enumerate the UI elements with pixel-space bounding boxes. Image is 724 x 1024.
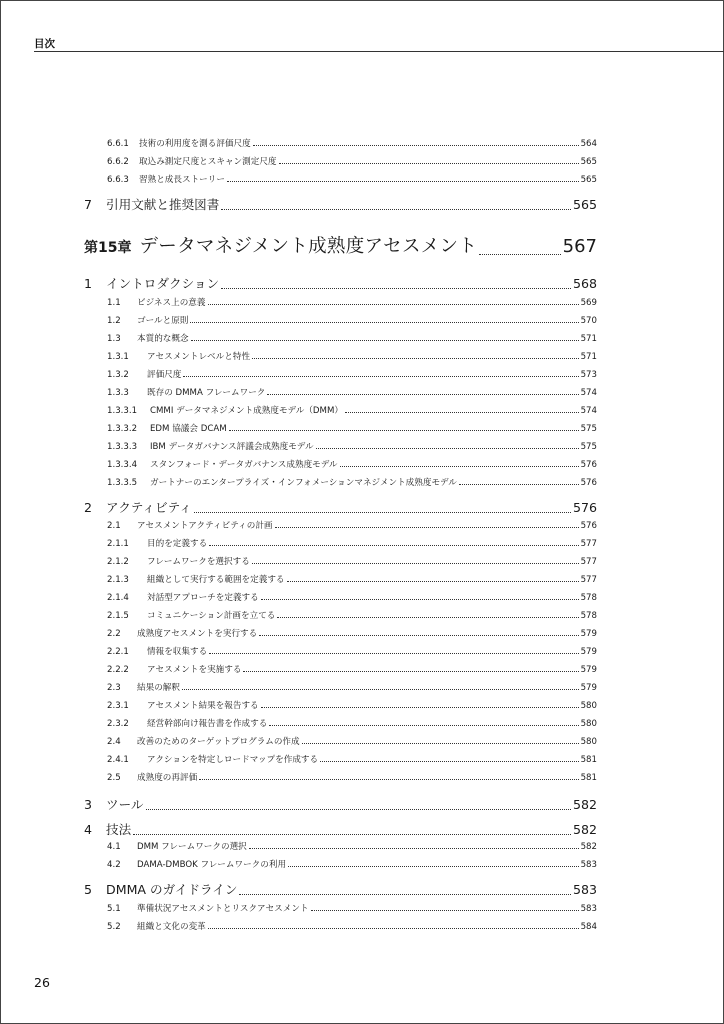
entry-page: 575: [580, 424, 597, 434]
dot-leader: [208, 928, 579, 929]
entry-number: 5.2: [107, 922, 121, 932]
entry-page: 574: [580, 388, 597, 398]
dot-leader: [190, 322, 578, 323]
section-title: ツール: [106, 797, 144, 812]
entry-title: 目的を定義する: [147, 539, 208, 549]
entry-number: 6.6.3: [107, 175, 129, 185]
dot-leader: [227, 181, 579, 182]
toc-entry[interactable]: [107, 645, 597, 657]
dot-leader: [459, 484, 579, 485]
entry-number: 2.3: [107, 683, 121, 693]
entry-title: アセスメントアクティビティの計画: [137, 521, 273, 531]
entry-number: 1.3.3.3: [107, 442, 138, 452]
dot-leader: [269, 725, 578, 726]
entry-number: 6.6.1: [107, 139, 129, 149]
entry-title: 対話型アプローチを定義する: [147, 593, 259, 603]
toc-entry[interactable]: [107, 314, 597, 326]
entry-page: 578: [580, 611, 597, 621]
section-title: 引用文献と推奨図書: [106, 197, 220, 212]
toc-entry[interactable]: [107, 627, 597, 639]
entry-number: 1.3.3.2: [107, 424, 138, 434]
entry-page: 580: [580, 737, 597, 747]
entry-number: 2.2.1: [107, 647, 129, 657]
section-number: 5: [84, 882, 93, 897]
entry-title: ガートナーのエンタープライズ・インフォメーションマネジメント成熟度モデル: [150, 478, 457, 488]
dot-leader: [340, 466, 579, 467]
dot-leader: [261, 599, 579, 600]
dot-leader: [191, 340, 579, 341]
entry-number: 1.3.3.1: [107, 406, 138, 416]
entry-number: 2.3.2: [107, 719, 129, 729]
dot-leader: [311, 910, 579, 911]
entry-number: 2.1: [107, 521, 121, 531]
entry-number: 4.1: [107, 842, 121, 852]
entry-title: 習熟と成長ストーリー: [139, 175, 225, 185]
entry-page: 583: [580, 860, 597, 870]
entry-title: 改善のためのターゲットプログラムの作成: [137, 737, 300, 747]
toc-entry[interactable]: [107, 663, 597, 675]
entry-page: 576: [580, 521, 597, 531]
toc-entry[interactable]: [107, 771, 597, 783]
toc-entry[interactable]: [107, 173, 597, 185]
entry-title: アクションを特定しロードマップを作成する: [147, 755, 319, 765]
entry-page: 576: [580, 478, 597, 488]
entry-title: DAMA-DMBOK フレームワークの利用: [137, 860, 287, 870]
entry-number: 2.2.2: [107, 665, 129, 675]
entry-page: 580: [580, 719, 597, 729]
entry-number: 2.1.2: [107, 557, 129, 567]
toc-entry[interactable]: [107, 476, 597, 488]
entry-title: 組織として実行する範囲を定義する: [147, 575, 285, 585]
entry-title: CMMI データマネジメント成熟度モデル（DMM）: [150, 406, 343, 416]
entry-page: 564: [580, 139, 597, 149]
toc-entry[interactable]: [107, 840, 597, 852]
section-number: 4: [84, 822, 93, 837]
chapter-label: 第15章: [84, 240, 132, 256]
toc-entry[interactable]: [107, 902, 597, 914]
entry-number: 1.3.3.5: [107, 478, 138, 488]
entry-number: 2.1.1: [107, 539, 129, 549]
entry-page: 583: [580, 904, 597, 914]
entry-page: 584: [580, 922, 597, 932]
dot-leader: [182, 689, 579, 690]
toc-entry[interactable]: [107, 555, 597, 567]
entry-number: 6.6.2: [107, 157, 129, 167]
dot-leader: [287, 581, 579, 582]
entry-title: 成熟度の再評価: [137, 773, 198, 783]
entry-page: 565: [580, 175, 597, 185]
entry-number: 1.2: [107, 316, 121, 326]
entry-page: 571: [580, 334, 597, 344]
dot-leader: [279, 163, 579, 164]
dot-leader: [253, 145, 579, 146]
toc-entry[interactable]: [107, 519, 597, 531]
dot-leader: [259, 635, 578, 636]
dot-leader: [229, 430, 579, 431]
dot-leader: [252, 358, 579, 359]
dot-leader: [252, 563, 579, 564]
chapter-page: 567: [562, 236, 597, 257]
entry-title: アセスメントを実施する: [147, 665, 242, 675]
entry-title: アセスメント結果を報告する: [147, 701, 259, 711]
entry-number: 2.1.5: [107, 611, 129, 621]
dot-leader: [208, 304, 579, 305]
toc-entry[interactable]: [107, 753, 597, 765]
entry-number: 2.4: [107, 737, 121, 747]
section-page: 568: [572, 276, 597, 291]
entry-number: 1.3.3.4: [107, 460, 138, 470]
section-page: 582: [572, 797, 597, 812]
entry-title: 経営幹部向け報告書を作成する: [147, 719, 268, 729]
entry-number: 2.1.4: [107, 593, 129, 603]
entry-title: フレームワークを選択する: [147, 557, 250, 567]
dot-leader: [261, 707, 579, 708]
entry-page: 581: [580, 755, 597, 765]
toc-section[interactable]: [84, 879, 597, 898]
entry-number: 1.3.3: [107, 388, 129, 398]
entry-page: 565: [580, 157, 597, 167]
dot-leader: [194, 512, 571, 513]
entry-title: 取込み測定尺度とスキャン測定尺度: [139, 157, 277, 167]
section-page: 582: [572, 822, 597, 837]
dot-leader: [133, 834, 571, 835]
entry-title: 本質的な概念: [137, 334, 189, 344]
toc-entry[interactable]: [107, 699, 597, 711]
entry-page: 582: [580, 842, 597, 852]
section-page: 583: [572, 882, 597, 897]
entry-page: 577: [580, 539, 597, 549]
entry-title: DMM フレームワークの選択: [137, 842, 247, 852]
dot-leader: [479, 254, 560, 255]
entry-number: 1.3.1: [107, 352, 129, 362]
entry-title: 評価尺度: [147, 370, 182, 380]
running-header-title: 目次: [34, 38, 55, 50]
entry-page: 579: [580, 683, 597, 693]
entry-page: 570: [580, 316, 597, 326]
entry-title: 準備状況アセスメントとリスクアセスメント: [137, 904, 309, 914]
dot-leader: [302, 743, 579, 744]
dot-leader: [249, 848, 579, 849]
entry-page: 576: [580, 460, 597, 470]
section-page: 576: [572, 500, 597, 515]
entry-title: 既存の DMMA フレームワーク: [147, 388, 266, 398]
toc-entry[interactable]: [107, 920, 597, 932]
entry-number: 2.1.3: [107, 575, 129, 585]
entry-title: EDM 協議会 DCAM: [150, 424, 227, 434]
entry-number: 4.2: [107, 860, 121, 870]
dot-leader: [275, 527, 579, 528]
entry-page: 575: [580, 442, 597, 452]
entry-title: スタンフォード・データガバナンス成熟度モデル: [150, 460, 338, 470]
entry-number: 2.2: [107, 629, 121, 639]
entry-page: 580: [580, 701, 597, 711]
entry-title: 情報を収集する: [147, 647, 208, 657]
toc-entry[interactable]: [107, 717, 597, 729]
entry-page: 581: [580, 773, 597, 783]
section-number: 2: [84, 500, 93, 515]
dot-leader: [221, 209, 571, 210]
toc-entry[interactable]: [107, 155, 597, 167]
toc-section[interactable]: [84, 794, 597, 813]
section-number: 1: [84, 276, 93, 291]
entry-title: IBM データガバナンス評議会成熟度モデル: [150, 442, 314, 452]
entry-page: 579: [580, 629, 597, 639]
toc-entry[interactable]: [107, 458, 597, 470]
entry-number: 1.1: [107, 298, 121, 308]
entry-number: 5.1: [107, 904, 121, 914]
entry-number: 2.3.1: [107, 701, 129, 711]
dot-leader: [146, 809, 571, 810]
entry-page: 579: [580, 665, 597, 675]
toc-entry[interactable]: [107, 296, 597, 308]
dot-leader: [345, 412, 579, 413]
toc-entry[interactable]: [107, 609, 597, 621]
dot-leader: [288, 866, 579, 867]
dot-leader: [320, 761, 578, 762]
dot-leader: [183, 376, 578, 377]
section-title: DMMA のガイドライン: [106, 882, 238, 897]
entry-title: ゴールと原則: [137, 316, 189, 326]
section-number: 7: [84, 197, 93, 212]
entry-title: 組織と文化の変革: [137, 922, 206, 932]
toc-entry[interactable]: [107, 404, 597, 416]
toc-entry[interactable]: [107, 681, 597, 693]
toc-entry[interactable]: [107, 422, 597, 434]
dot-leader: [209, 545, 578, 546]
dot-leader: [209, 653, 578, 654]
toc-entry[interactable]: [107, 573, 597, 585]
toc-section[interactable]: [84, 273, 597, 292]
toc-entry[interactable]: [107, 440, 597, 452]
entry-number: 2.4.1: [107, 755, 129, 765]
toc-section[interactable]: [84, 819, 597, 838]
entry-page: 574: [580, 406, 597, 416]
toc-entry[interactable]: [107, 332, 597, 344]
dot-leader: [243, 671, 578, 672]
toc-section[interactable]: [84, 497, 597, 516]
entry-page: 578: [580, 593, 597, 603]
toc-entry[interactable]: [107, 537, 597, 549]
toc-section[interactable]: [84, 194, 597, 213]
dot-leader: [221, 288, 571, 289]
entry-title: ビジネス上の意義: [137, 298, 206, 308]
entry-page: 571: [580, 352, 597, 362]
toc-entry[interactable]: [107, 386, 597, 398]
toc-entry[interactable]: [107, 735, 597, 747]
entry-title: コミュニケーション計画を立てる: [147, 611, 276, 621]
page-number: 26: [34, 975, 50, 990]
toc-entry[interactable]: [107, 591, 597, 603]
entry-page: 577: [580, 557, 597, 567]
entry-page: 573: [580, 370, 597, 380]
dot-leader: [239, 894, 571, 895]
chapter-heading[interactable]: [84, 232, 597, 258]
entry-page: 579: [580, 647, 597, 657]
dot-leader: [267, 394, 578, 395]
entry-title: 結果の解釈: [137, 683, 180, 693]
entry-number: 1.3: [107, 334, 121, 344]
section-page: 565: [572, 197, 597, 212]
section-title: イントロダクション: [106, 276, 220, 291]
dot-leader: [199, 779, 578, 780]
section-title: 技法: [106, 822, 132, 837]
chapter-title: データマネジメント成熟度アセスメント: [139, 236, 478, 257]
entry-number: 2.5: [107, 773, 121, 783]
entry-page: 569: [580, 298, 597, 308]
section-number: 3: [84, 797, 93, 812]
entry-title: 成熟度アセスメントを実行する: [137, 629, 258, 639]
entry-number: 1.3.2: [107, 370, 129, 380]
section-title: アクティビティ: [106, 500, 192, 515]
entry-page: 577: [580, 575, 597, 585]
dot-leader: [277, 617, 578, 618]
toc-entry[interactable]: [107, 368, 597, 380]
dot-leader: [316, 448, 579, 449]
entry-title: アセスメントレベルと特性: [147, 352, 251, 362]
toc-entry[interactable]: [107, 137, 597, 149]
toc-entry[interactable]: [107, 858, 597, 870]
toc-entry[interactable]: [107, 350, 597, 362]
entry-title: 技術の利用度を測る評価尺度: [139, 139, 251, 149]
